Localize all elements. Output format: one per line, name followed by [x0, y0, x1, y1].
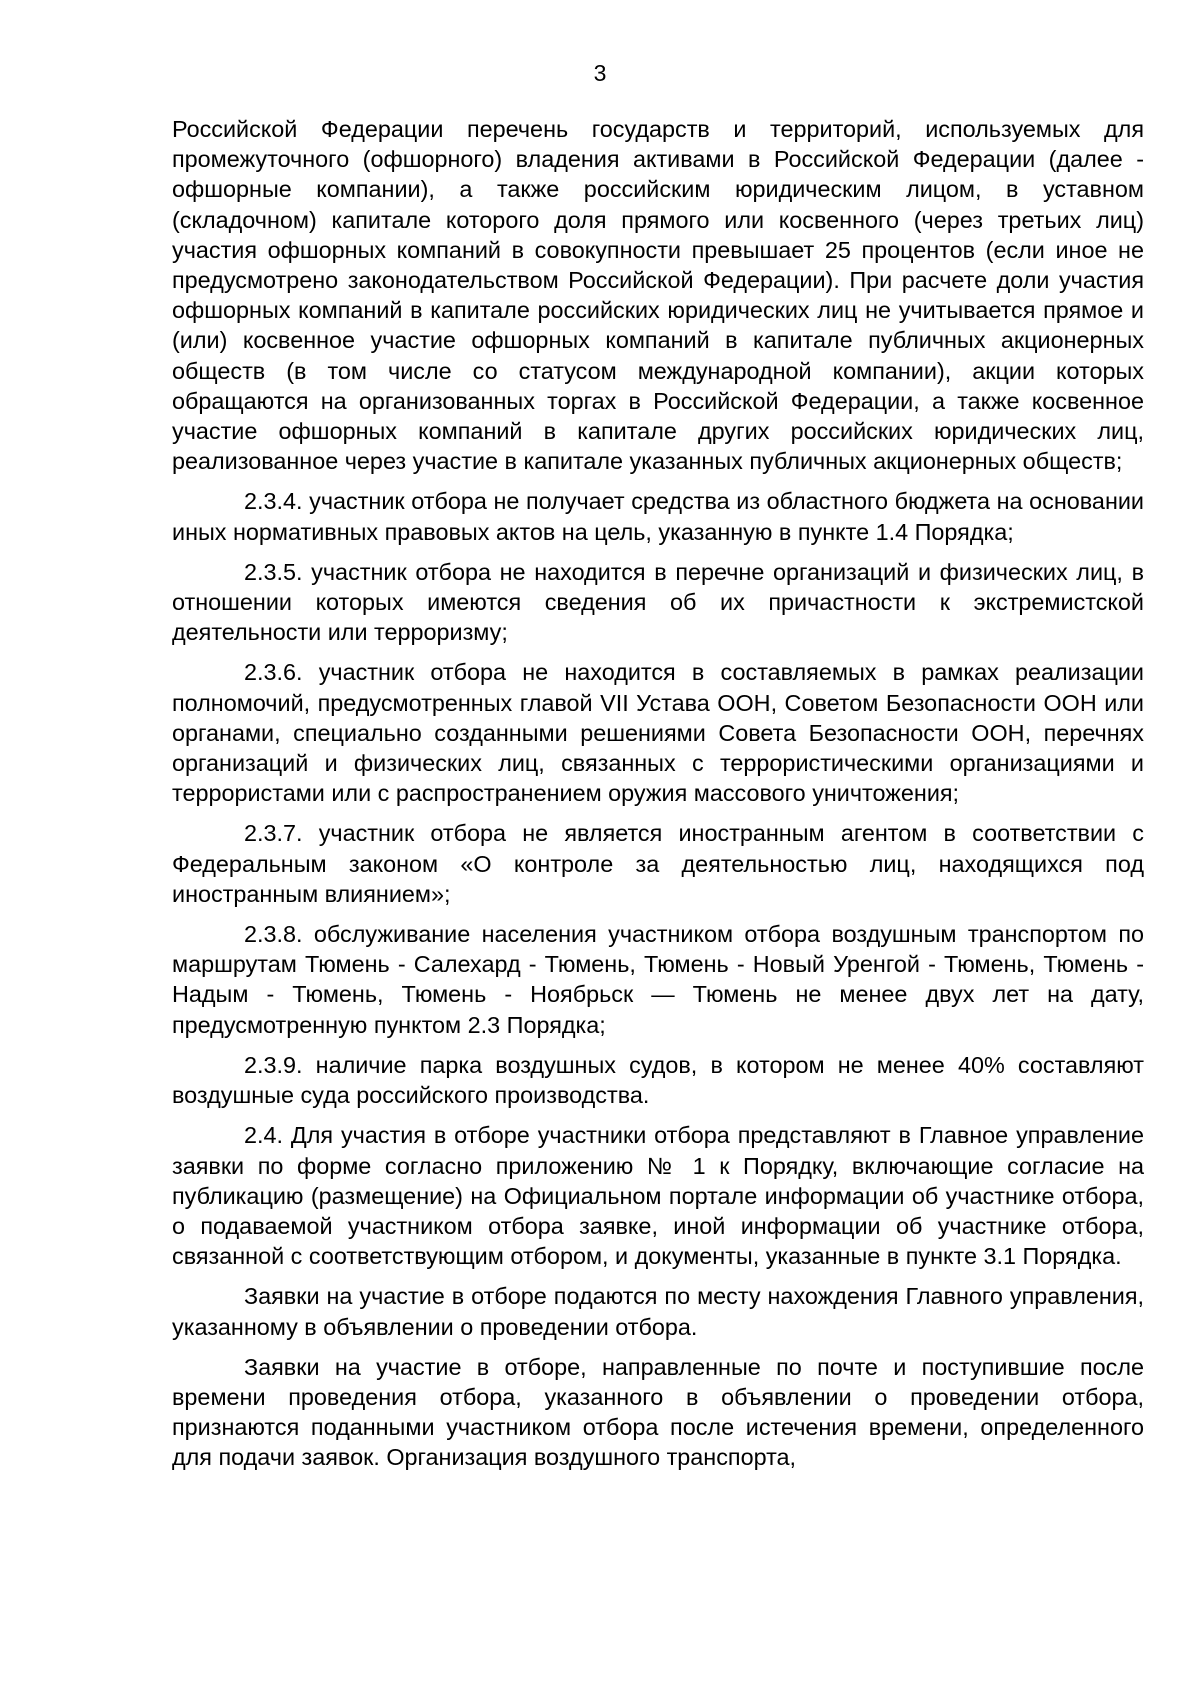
paragraph-2-3-5: 2.3.5. участник отбора не находится в перечне организаций и физических лиц, в отношении которых имеются сведения об их причастности к экстремистской деятельности или терроризму; [172, 558, 1144, 646]
paragraph-late-applications: Заявки на участие в отборе, направленные по почте и поступившие после времени проведения отбора, указанного в объявлении о проведении отбора, признаются поданными участником отбора после истечения времени, определенного для подачи заявок. Организация воздушного транспорта, [172, 1353, 1144, 1471]
page-number: 3 [593, 60, 607, 86]
paragraph-2-3-6: 2.3.6. участник отбора не находится в составляемых в рамках реализации полномочий, предусмотренных главой VII Устава ООН, Советом Безопасности ООН или органами, специально созданными решениями Совета Безопасности ООН, перечнях организаций и физических лиц, связанных с террористическими организациями и террористами или с распространением оружия массового уничтожения; [172, 659, 1144, 807]
paragraph-2-3-4: 2.3.4. участник отбора не получает средства из областного бюджета на основании иных нормативных правовых актов на цель, указанную в пункте 1.4 Порядка; [172, 488, 1144, 545]
paragraph-application-location: Заявки на участие в отборе подаются по месту нахождения Главного управления, указанному в объявлении о проведении отбора. [172, 1283, 1144, 1340]
paragraph-2-3-8: 2.3.8. обслуживание населения участником отбора воздушным транспортом по маршрутам Тюмень - Салехард - Тюмень, Тюмень - Новый Уренгой - Тюмень, Тюмень - Надым - Тюмень, Тюмень - Ноябрьск — Тюмень не менее двух лет на дату, предусмотренную пунктом 2.3 Порядка; [172, 921, 1144, 1038]
paragraph-2-3-7: 2.3.7. участник отбора не является иностранным агентом в соответствии с Федеральным законом «О контроле за деятельностью лиц, находящихся под иностранным влиянием»; [172, 820, 1144, 907]
document-body [172, 114, 1144, 1473]
paragraph-2-3-9: 2.3.9. наличие парка воздушных судов, в котором не менее 40% составляют воздушные суда российского производства. [172, 1051, 1144, 1109]
paragraph-offshore-continuation: Российской Федерации перечень государств и территорий, используемых для промежуточного (офшорного) владения активами в Российской Федерации (далее - офшорные компании), а также российским юридическим лицом, в уставном (складочном) капитале которого доля прямого или косвенного (через третьих лиц) участия офшорных компаний в совокупности превышает 25 процентов (если иное не предусмотрено законодательством Российской Федерации). При расчете доли участия офшорных компаний в капитале российских юридических лиц не учитывается прямое и (или) косвенное участие офшорных компаний в капитале публичных акционерных обществ (в том числе со статусом международной компании), акции которых обращаются на организованных торгах в Российской Федерации, а также косвенное участие офшорных компаний в капитале других российских юридических лиц, реализованное через участие в капитале указанных публичных акционерных обществ; [172, 116, 1144, 475]
paragraph-2-4: 2.4. Для участия в отборе участники отбора представляют в Главное управление заявки по форме согласно приложению № 1 к Порядку, включающие согласие на публикацию (размещение) на Официальном портале информации об участнике отбора, о подаваемой участником отбора заявке, иной информации об участнике отбора, связанной с соответствующим отбором, и документы, указанные в пункте 3.1 Порядка. [172, 1122, 1144, 1270]
